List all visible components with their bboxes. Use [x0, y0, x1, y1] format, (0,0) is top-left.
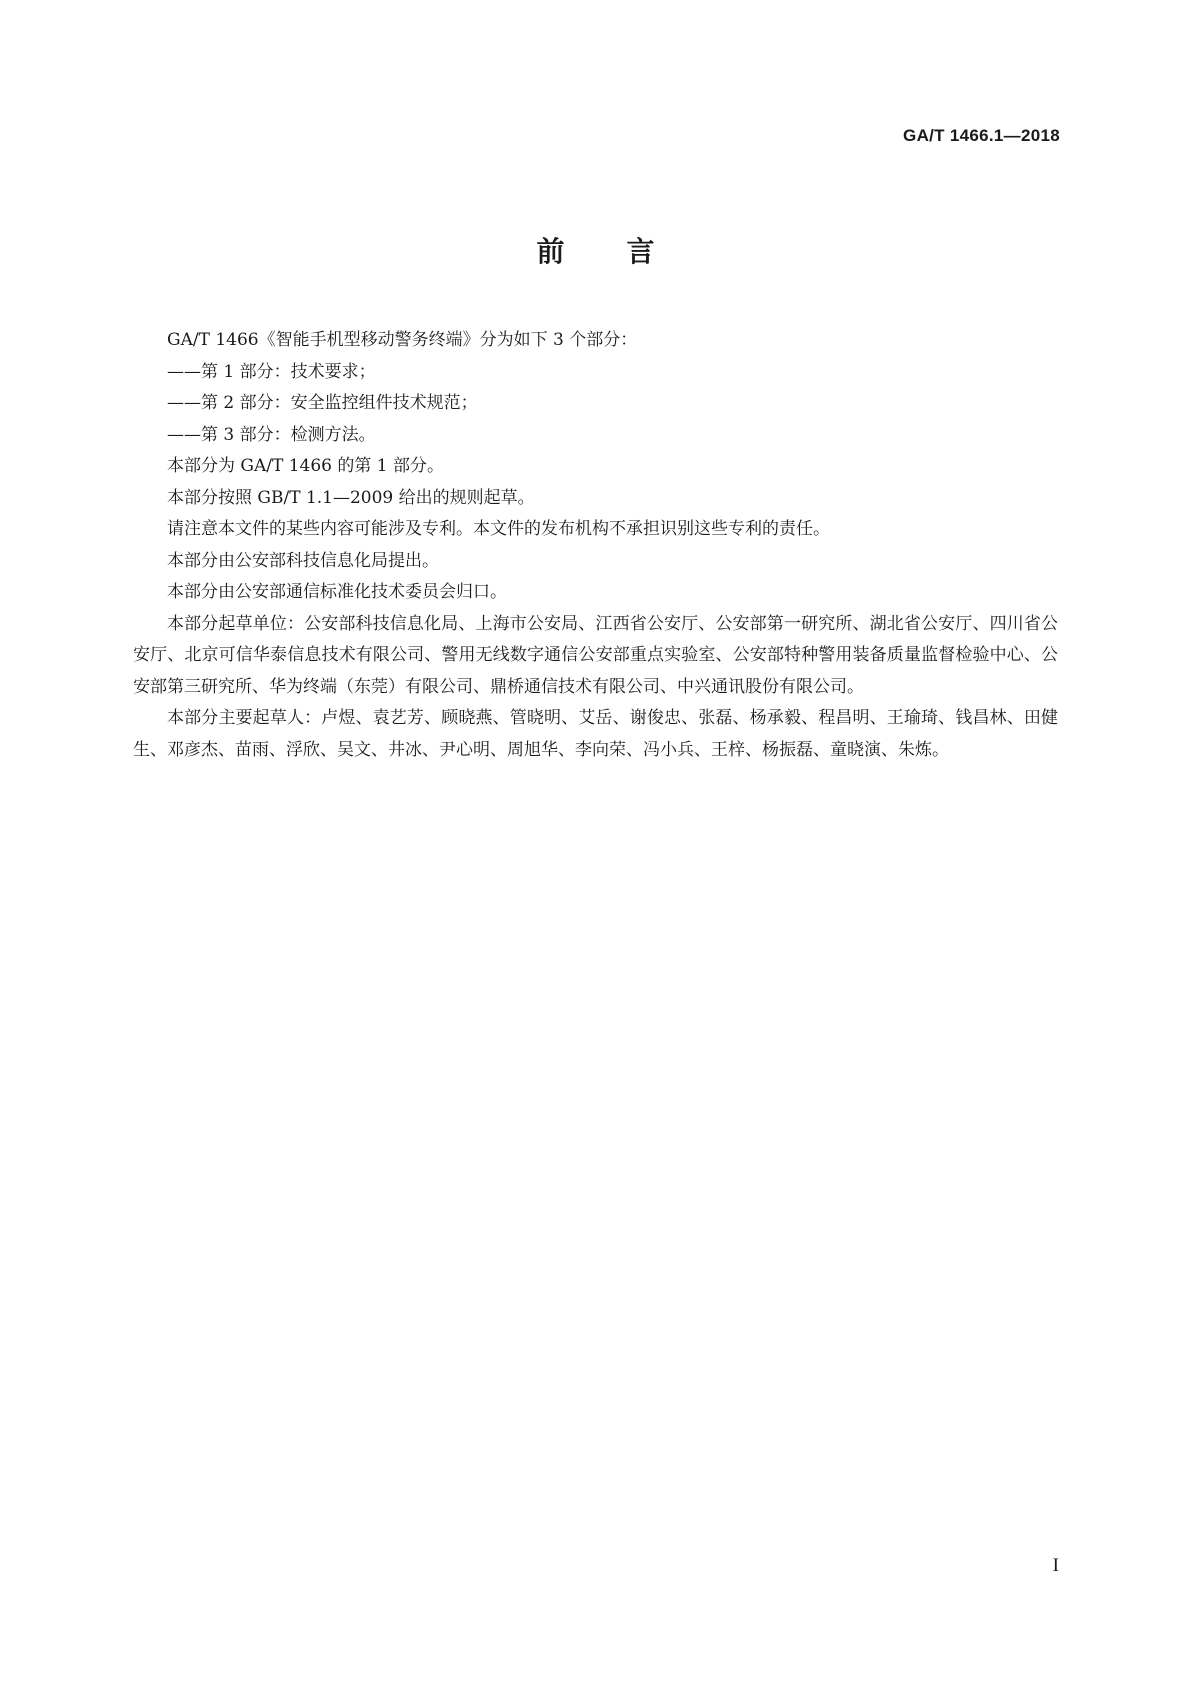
foreword-title-char-1: 前	[536, 235, 565, 268]
paragraph-drafting-organizations: 本部分起草单位：公安部科技信息化局、上海市公安局、江西省公安厅、公安部第一研究所、湖北省公安厅、四川省公安厅、北京可信华泰信息技术有限公司、警用无线数字通信公安部重点实验室、公安部特种警用装备质量监督检验中心、公安部第三研究所、华为终端（东莞）有限公司、鼎桥通信技术有限公司、中兴通讯股份有限公司。	[133, 613, 1058, 697]
foreword-body	[133, 325, 1058, 766]
paragraph-patent-notice: 请注意本文件的某些内容可能涉及专利。本文件的发布机构不承担识别这些专利的责任。	[167, 519, 830, 539]
foreword-title-char-2: 言	[626, 235, 655, 268]
list-item-part-3: ——第 3 部分：检测方法。	[167, 424, 376, 445]
list-item-part-1: ——第 1 部分：技术要求；	[167, 361, 376, 382]
list-item-part-2: ——第 2 部分：安全监控组件技术规范；	[167, 393, 478, 413]
foreword-title	[0, 230, 1191, 270]
paragraph-drafting-rules: 本部分按照 GB/T 1.1—2009 给出的规则起草。	[167, 487, 535, 508]
paragraph-drafters: 本部分主要起草人：卢煜、袁艺芳、顾晓燕、管晓明、艾岳、谢俊忠、张磊、杨承毅、程昌明、王瑜琦、钱昌林、田健生、邓彦杰、苗雨、浮欣、吴文、井冰、尹心明、周旭华、李向荣、冯小兵、王梓、杨振磊、童晓演、朱炼。	[133, 708, 1058, 760]
paragraph-administered-by: 本部分由公安部通信标准化技术委员会归口。	[167, 582, 507, 602]
paragraph-parts-intro: GA/T 1466《智能手机型移动警务终端》分为如下 3 个部分：	[167, 330, 638, 350]
paragraph-this-part: 本部分为 GA/T 1466 的第 1 部分。	[167, 456, 445, 476]
document-number: GA/T 1466.1—2018	[903, 126, 1060, 145]
page-number: I	[1052, 1555, 1059, 1576]
paragraph-proposed-by: 本部分由公安部科技信息化局提出。	[167, 550, 439, 571]
